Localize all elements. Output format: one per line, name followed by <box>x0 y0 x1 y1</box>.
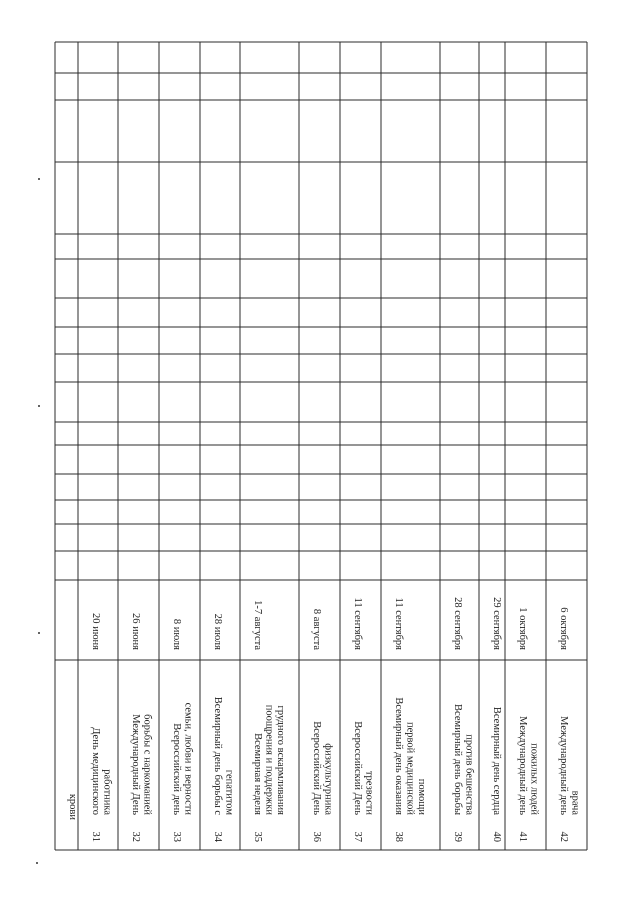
row-event-name: Международный день <box>558 716 569 815</box>
row-date: 28 июля <box>212 613 223 650</box>
row-date: 20 июня <box>90 612 101 650</box>
row-date: 11 сентября <box>352 597 363 650</box>
row-date: 1-7 августа <box>252 600 263 650</box>
row-event-name: врача <box>569 790 581 815</box>
row-event-name: Всемирный день борьбы <box>452 704 463 815</box>
row-event-name: борьбы с наркоманией <box>141 714 153 815</box>
row-number: 35 <box>252 831 263 842</box>
row-event-name: Всероссийский День <box>311 721 322 815</box>
row-date: 28 сентября <box>452 597 463 650</box>
row-number: 34 <box>212 831 223 842</box>
row-number: 42 <box>558 831 569 842</box>
row-number: 39 <box>452 831 463 842</box>
row-number: 37 <box>352 831 363 842</box>
row-date: 8 августа <box>311 608 322 650</box>
row-number: 41 <box>517 831 528 842</box>
row-number: 36 <box>311 831 322 842</box>
row-date: 6 октября <box>558 607 569 650</box>
row-event-name: поощрения и поддержки <box>263 704 275 815</box>
row-date: 8 июля <box>171 618 182 650</box>
row-number: 38 <box>393 831 404 842</box>
row-date: 1 октября <box>517 607 528 650</box>
row-event-name: помощи <box>416 778 427 815</box>
row-event-name: пожилых людей <box>528 743 540 815</box>
scan-speck <box>38 632 40 634</box>
row-event-name: Всероссийский День <box>352 721 363 815</box>
row-event-name: грудного вскармливания <box>275 705 286 815</box>
row-event-name: физкультурника <box>322 743 334 815</box>
row-event-name: Всемирная неделя <box>252 733 263 815</box>
row-event-name: Всемирный день оказания <box>393 697 404 815</box>
scan-speck <box>36 862 38 864</box>
row-event-name: Международный День <box>130 714 141 815</box>
row-event-name: Всемирный день сердца <box>491 706 502 815</box>
row-date: 26 июня <box>130 612 141 650</box>
row-date: 11 сентября <box>393 597 404 650</box>
row-event-name: Всероссийский день <box>171 723 182 815</box>
row-number: 40 <box>491 831 502 842</box>
row-number: 31 <box>90 831 101 842</box>
table-text <box>67 597 581 843</box>
row-event-name: День медицинского <box>90 727 101 815</box>
row-number: 33 <box>171 831 182 842</box>
row-date: 29 сентября <box>491 597 502 650</box>
row-number: 32 <box>130 831 141 842</box>
row-event-name: работника <box>101 769 113 815</box>
row-event-name: Международный день <box>517 716 528 815</box>
header-cell-text: крови <box>67 793 78 820</box>
scan-speck <box>38 405 40 407</box>
row-event-name: семьи, любви и верности <box>182 702 194 815</box>
row-event-name: Всемирный день борьбы с <box>212 696 223 815</box>
row-event-name: против бешенства <box>463 734 475 815</box>
row-event-name: гепатитом <box>223 769 235 815</box>
row-event-name: трезвости <box>363 770 375 815</box>
scan-speck <box>38 178 40 180</box>
row-event-name: первой медицинской <box>404 722 416 815</box>
